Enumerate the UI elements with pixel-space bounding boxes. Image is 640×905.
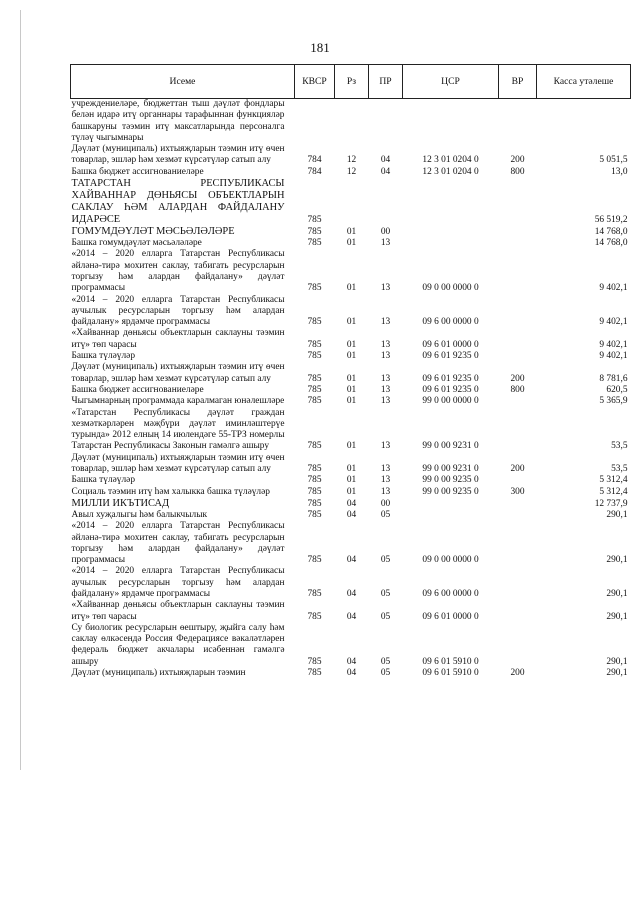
cell-rz: 01 [346, 396, 357, 407]
table-row [71, 99, 631, 145]
cell-rz: 04 [346, 588, 357, 599]
table-row [71, 351, 631, 362]
table-row [71, 249, 631, 294]
cell-vr: 200 [510, 373, 525, 384]
cell-kvsr: 785 [307, 238, 322, 249]
cell-rz [335, 178, 369, 226]
cell-rz: 01 [346, 226, 357, 237]
cell-vr [499, 498, 537, 510]
table-row [71, 144, 631, 167]
cell-vr [499, 396, 537, 407]
cell-name: Дәүләт (муниципаль) ихтыяҗларын тәэмин итү өчен товарлар, эшләр һәм хезмәт күрсәтүләр сатып алу [71, 144, 285, 166]
cell-sum: 290,1 [606, 656, 628, 667]
cell-sum: 9 402,1 [599, 317, 628, 328]
cell-csr: 09 6 01 5910 0 [422, 668, 479, 679]
table-row [71, 600, 631, 623]
cell-csr [403, 226, 499, 238]
cell-sum: 12 737,9 [594, 498, 628, 509]
cell-kvsr: 785 [307, 214, 322, 225]
table-row [71, 295, 631, 329]
table-row [71, 566, 631, 600]
cell-csr: 99 0 00 0000 0 [422, 396, 479, 407]
cell-rz: 04 [346, 509, 357, 520]
cell-rz: 12 [346, 155, 357, 166]
cell-pr: 04 [380, 155, 391, 166]
cell-csr: 99 0 00 9231 0 [422, 441, 479, 452]
cell-rz: 01 [346, 384, 357, 395]
cell-csr [403, 238, 499, 249]
header-pr: ПР [369, 65, 403, 99]
cell-rz: 04 [346, 611, 357, 622]
cell-csr: 09 0 00 0000 0 [422, 283, 479, 294]
cell-vr: 800 [510, 166, 525, 177]
cell-csr: 99 0 00 9235 0 [422, 486, 479, 497]
cell-pr: 13 [380, 441, 391, 452]
cell-name: Башка түләүләр [71, 351, 136, 362]
cell-sum: 5 312,4 [599, 486, 628, 497]
cell-name: ТАТАРСТАН РЕСПУБЛИКАСЫ ХАЙВАННАР ДӨНЬЯСЫ ОБЪЕКТЛАРЫН САКЛАУ ҺӘМ АЛАРДАН ФАЙДАЛАНУ ИДАРӘСЕ [71, 178, 285, 226]
cell-pr: 13 [380, 351, 391, 362]
cell-vr: 800 [510, 384, 525, 395]
cell-vr: 200 [510, 155, 525, 166]
cell-sum: 9 402,1 [599, 351, 628, 362]
header-rz: Рз [335, 65, 369, 99]
cell-rz: 01 [346, 351, 357, 362]
cell-kvsr: 785 [307, 486, 322, 497]
cell-name: «Татарстан Республикасы дәүләт граждан хезмәткәрләрен мәҗбүри дәүләт иминләштерүе турында» 2012 елның 14 июлендәге 55-ТРЗ номерлы Татарстан Республикасы Законын гамәлгә ашыру [71, 407, 285, 452]
table-row [71, 396, 631, 407]
cell-kvsr: 785 [307, 441, 322, 452]
cell-pr [369, 178, 403, 226]
cell-rz: 12 [346, 166, 357, 177]
cell-pr: 13 [380, 384, 391, 395]
cell-kvsr: 785 [307, 317, 322, 328]
cell-pr: 13 [380, 396, 391, 407]
cell-pr: 13 [380, 486, 391, 497]
cell-sum: 53,5 [611, 441, 628, 452]
cell-name: Дәүләт (муниципаль) ихтыяҗларын тәэмин [71, 668, 246, 679]
table-row [71, 521, 631, 566]
cell-pr: 00 [380, 498, 391, 509]
cell-kvsr: 785 [307, 226, 322, 237]
cell-name: Дәүләт (муниципаль) ихтыяҗларын тәэмин итү өчен товарлар, эшләр һәм хезмәт күрсәтүләр сатып алу [71, 362, 285, 384]
cell-kvsr: 785 [307, 339, 322, 350]
table-row [71, 328, 631, 351]
cell-vr: 200 [510, 668, 525, 679]
cell-name: «2014 – 2020 елларга Татарстан Республикасы аучылык ресурсларын торгызу һәм алардан файдалану» ярдәмче программасы [71, 294, 285, 328]
cell-sum: 290,1 [606, 588, 628, 599]
cell-sum: 290,1 [606, 555, 628, 566]
cell-kvsr: 785 [307, 373, 322, 384]
cell-name: Башка түләүләр [71, 475, 136, 486]
cell-kvsr: 785 [307, 384, 322, 395]
table-row [71, 487, 631, 498]
table-header-row [71, 65, 631, 99]
cell-kvsr: 785 [307, 555, 322, 566]
cell-name: учреждениеләре, бюджеттан тыш дәүләт фондлары белән идарә итү органнары тарафыннан функцияләр башкаруны тәэмин итү максатларында персоналга түләү чыгымнары [71, 99, 285, 143]
cell-sum: 290,1 [606, 668, 628, 679]
cell-pr: 05 [380, 509, 391, 520]
cell-kvsr: 785 [307, 498, 322, 509]
cell-kvsr: 785 [307, 351, 322, 362]
cell-name: МИЛЛИ ИКЪТИСАД [71, 497, 170, 509]
cell-pr: 13 [380, 475, 391, 486]
cell-sum: 620,5 [606, 384, 628, 395]
cell-name: Чыгымнарның программада каралмаган юнәлешләре [71, 396, 285, 407]
cell-kvsr: 785 [307, 668, 322, 679]
cell-sum: 9 402,1 [599, 283, 628, 294]
cell-kvsr: 785 [307, 509, 322, 520]
cell-vr [499, 178, 537, 226]
page-number: 181 [310, 40, 330, 55]
cell-csr: 09 6 01 5910 0 [422, 656, 479, 667]
cell-rz: 01 [346, 283, 357, 294]
table-row [71, 475, 631, 486]
cell-sum: 5 051,5 [599, 155, 628, 166]
cell-kvsr [295, 99, 335, 145]
table-row [71, 668, 631, 679]
cell-rz [335, 99, 369, 145]
cell-vr [499, 249, 537, 294]
cell-kvsr: 784 [307, 166, 322, 177]
header-vr: ВР [499, 65, 537, 99]
table-row [71, 167, 631, 178]
cell-csr: 09 6 01 9235 0 [422, 384, 479, 395]
cell-name: Социаль тәэмин итү һәм халыкка башка түләүләр [71, 486, 270, 497]
cell-vr [499, 328, 537, 351]
cell-name: «2014 – 2020 елларга Татарстан Республикасы әйләнә-тирә мохитен саклау, табигать ресурсларын торгызу һәм алардан файдалану» дәүләт программасы [71, 249, 285, 294]
cell-kvsr: 784 [307, 155, 322, 166]
cell-name: «2014 – 2020 елларга Татарстан Республикасы әйләнә-тирә мохитен саклау, табигать ресурсларын торгызу һәм алардан файдалану» дәүләт программасы [71, 521, 285, 566]
page-edge-line [20, 10, 21, 770]
cell-pr: 05 [380, 588, 391, 599]
cell-csr: 09 6 01 9235 0 [422, 351, 479, 362]
table-body [71, 99, 631, 680]
cell-sum: 5 312,4 [599, 475, 628, 486]
cell-rz: 04 [346, 555, 357, 566]
cell-kvsr: 785 [307, 588, 322, 599]
table-row [71, 623, 631, 668]
cell-sum: 13,0 [611, 166, 628, 177]
cell-vr [499, 408, 537, 453]
header-kvsr: КВСР [295, 65, 335, 99]
cell-pr: 13 [380, 283, 391, 294]
cell-csr: 99 0 00 9231 0 [422, 464, 479, 475]
cell-sum: 56 519,2 [594, 214, 628, 225]
cell-csr [403, 510, 499, 521]
cell-name: Башка гомумдәүләт мәсьәләләре [71, 238, 202, 249]
cell-vr [499, 521, 537, 566]
cell-sum: 53,5 [611, 464, 628, 475]
cell-name: Башка бюджет ассигнованиеләре [71, 166, 204, 177]
cell-name: «Хайваннар дөньясы объектларын саклауны тәэмин итү» төп чарасы [71, 600, 285, 622]
cell-pr: 05 [380, 656, 391, 667]
cell-rz: 01 [346, 238, 357, 249]
header-name: Исеме [71, 65, 295, 99]
cell-csr [403, 498, 499, 510]
table-row [71, 510, 631, 521]
cell-rz: 01 [346, 317, 357, 328]
cell-vr: 300 [510, 486, 525, 497]
cell-rz: 01 [346, 475, 357, 486]
cell-kvsr: 785 [307, 283, 322, 294]
cell-pr: 05 [380, 668, 391, 679]
budget-table [70, 64, 631, 679]
cell-pr: 13 [380, 238, 391, 249]
cell-pr: 13 [380, 339, 391, 350]
cell-csr: 12 3 01 0204 0 [422, 155, 479, 166]
cell-pr: 05 [380, 555, 391, 566]
cell-rz: 01 [346, 339, 357, 350]
cell-sum: 5 365,9 [599, 396, 628, 407]
cell-pr: 04 [380, 166, 391, 177]
cell-csr: 09 6 01 0000 0 [422, 611, 479, 622]
table-row [71, 385, 631, 396]
cell-sum: 9 402,1 [599, 339, 628, 350]
cell-vr [499, 510, 537, 521]
cell-rz: 01 [346, 464, 357, 475]
header-csr: ЦСР [403, 65, 499, 99]
cell-vr [499, 566, 537, 600]
cell-csr: 09 0 00 0000 0 [422, 555, 479, 566]
cell-name: «Хайваннар дөньясы объектларын саклауны тәэмин итү» төп чарасы [71, 328, 285, 350]
table-row [71, 238, 631, 249]
cell-rz: 01 [346, 441, 357, 452]
cell-vr [499, 295, 537, 329]
table-row [71, 453, 631, 476]
cell-pr: 13 [380, 317, 391, 328]
cell-csr [403, 99, 499, 145]
cell-pr: 05 [380, 611, 391, 622]
cell-csr: 12 3 01 0204 0 [422, 166, 479, 177]
cell-kvsr: 785 [307, 464, 322, 475]
cell-sum: 290,1 [606, 509, 628, 520]
cell-csr: 09 6 00 0000 0 [422, 317, 479, 328]
header-kassa: Касса утәлеше [537, 65, 631, 99]
cell-csr: 09 6 01 0000 0 [422, 339, 479, 350]
cell-name: Дәүләт (муниципаль) ихтыяҗларын тәэмин итү өчен товарлар, эшләр һәм хезмәт күрсәтүләр сатып алу [71, 452, 285, 475]
table-row [71, 226, 631, 238]
cell-sum: 14 768,0 [594, 226, 628, 237]
cell-rz: 01 [346, 373, 357, 384]
cell-sum: 8 781,6 [599, 373, 628, 384]
cell-rz: 04 [346, 656, 357, 667]
cell-pr [369, 99, 403, 145]
cell-sum: 290,1 [606, 611, 628, 622]
table-row [71, 178, 631, 226]
cell-sum [537, 99, 631, 145]
cell-pr: 00 [380, 226, 391, 237]
cell-vr [499, 99, 537, 145]
cell-csr: 99 0 00 9235 0 [422, 475, 479, 486]
table-row [71, 498, 631, 510]
cell-pr: 13 [380, 373, 391, 384]
cell-name: «2014 – 2020 елларга Татарстан Республикасы аучылык ресурсларын торгызу һәм алардан файдалану» ярдәмче программасы [71, 566, 285, 599]
cell-name: ГОМУМДӘҮЛӘТ МӘСЬӘЛӘЛӘРЕ [71, 226, 235, 238]
cell-kvsr: 785 [307, 656, 322, 667]
cell-name: Авыл хуҗалыгы һәм балыкчылык [71, 509, 208, 520]
cell-pr: 13 [380, 464, 391, 475]
cell-kvsr: 785 [307, 475, 322, 486]
cell-csr [403, 178, 499, 226]
cell-vr [499, 623, 537, 668]
cell-sum: 14 768,0 [594, 238, 628, 249]
cell-name: Су биологик ресурсларын өештыру, җыйга салу һәм саклау өлкәсендә Россия Федерациясе вәкаләтләрен федераль бюджет акчалары исәбеннән гамәлгә ашыру [71, 622, 285, 667]
cell-vr [499, 226, 537, 238]
cell-name: Башка бюджет ассигнованиеләре [71, 384, 204, 395]
cell-vr [499, 475, 537, 486]
cell-vr: 200 [510, 464, 525, 475]
cell-csr: 09 6 01 9235 0 [422, 373, 479, 384]
cell-csr: 09 6 00 0000 0 [422, 588, 479, 599]
cell-rz: 04 [346, 668, 357, 679]
cell-rz: 04 [346, 498, 357, 509]
table-row [71, 362, 631, 385]
cell-kvsr: 785 [307, 396, 322, 407]
table-row [71, 408, 631, 453]
cell-vr [499, 600, 537, 623]
cell-rz: 01 [346, 486, 357, 497]
cell-vr [499, 351, 537, 362]
cell-kvsr: 785 [307, 611, 322, 622]
cell-vr [499, 238, 537, 249]
